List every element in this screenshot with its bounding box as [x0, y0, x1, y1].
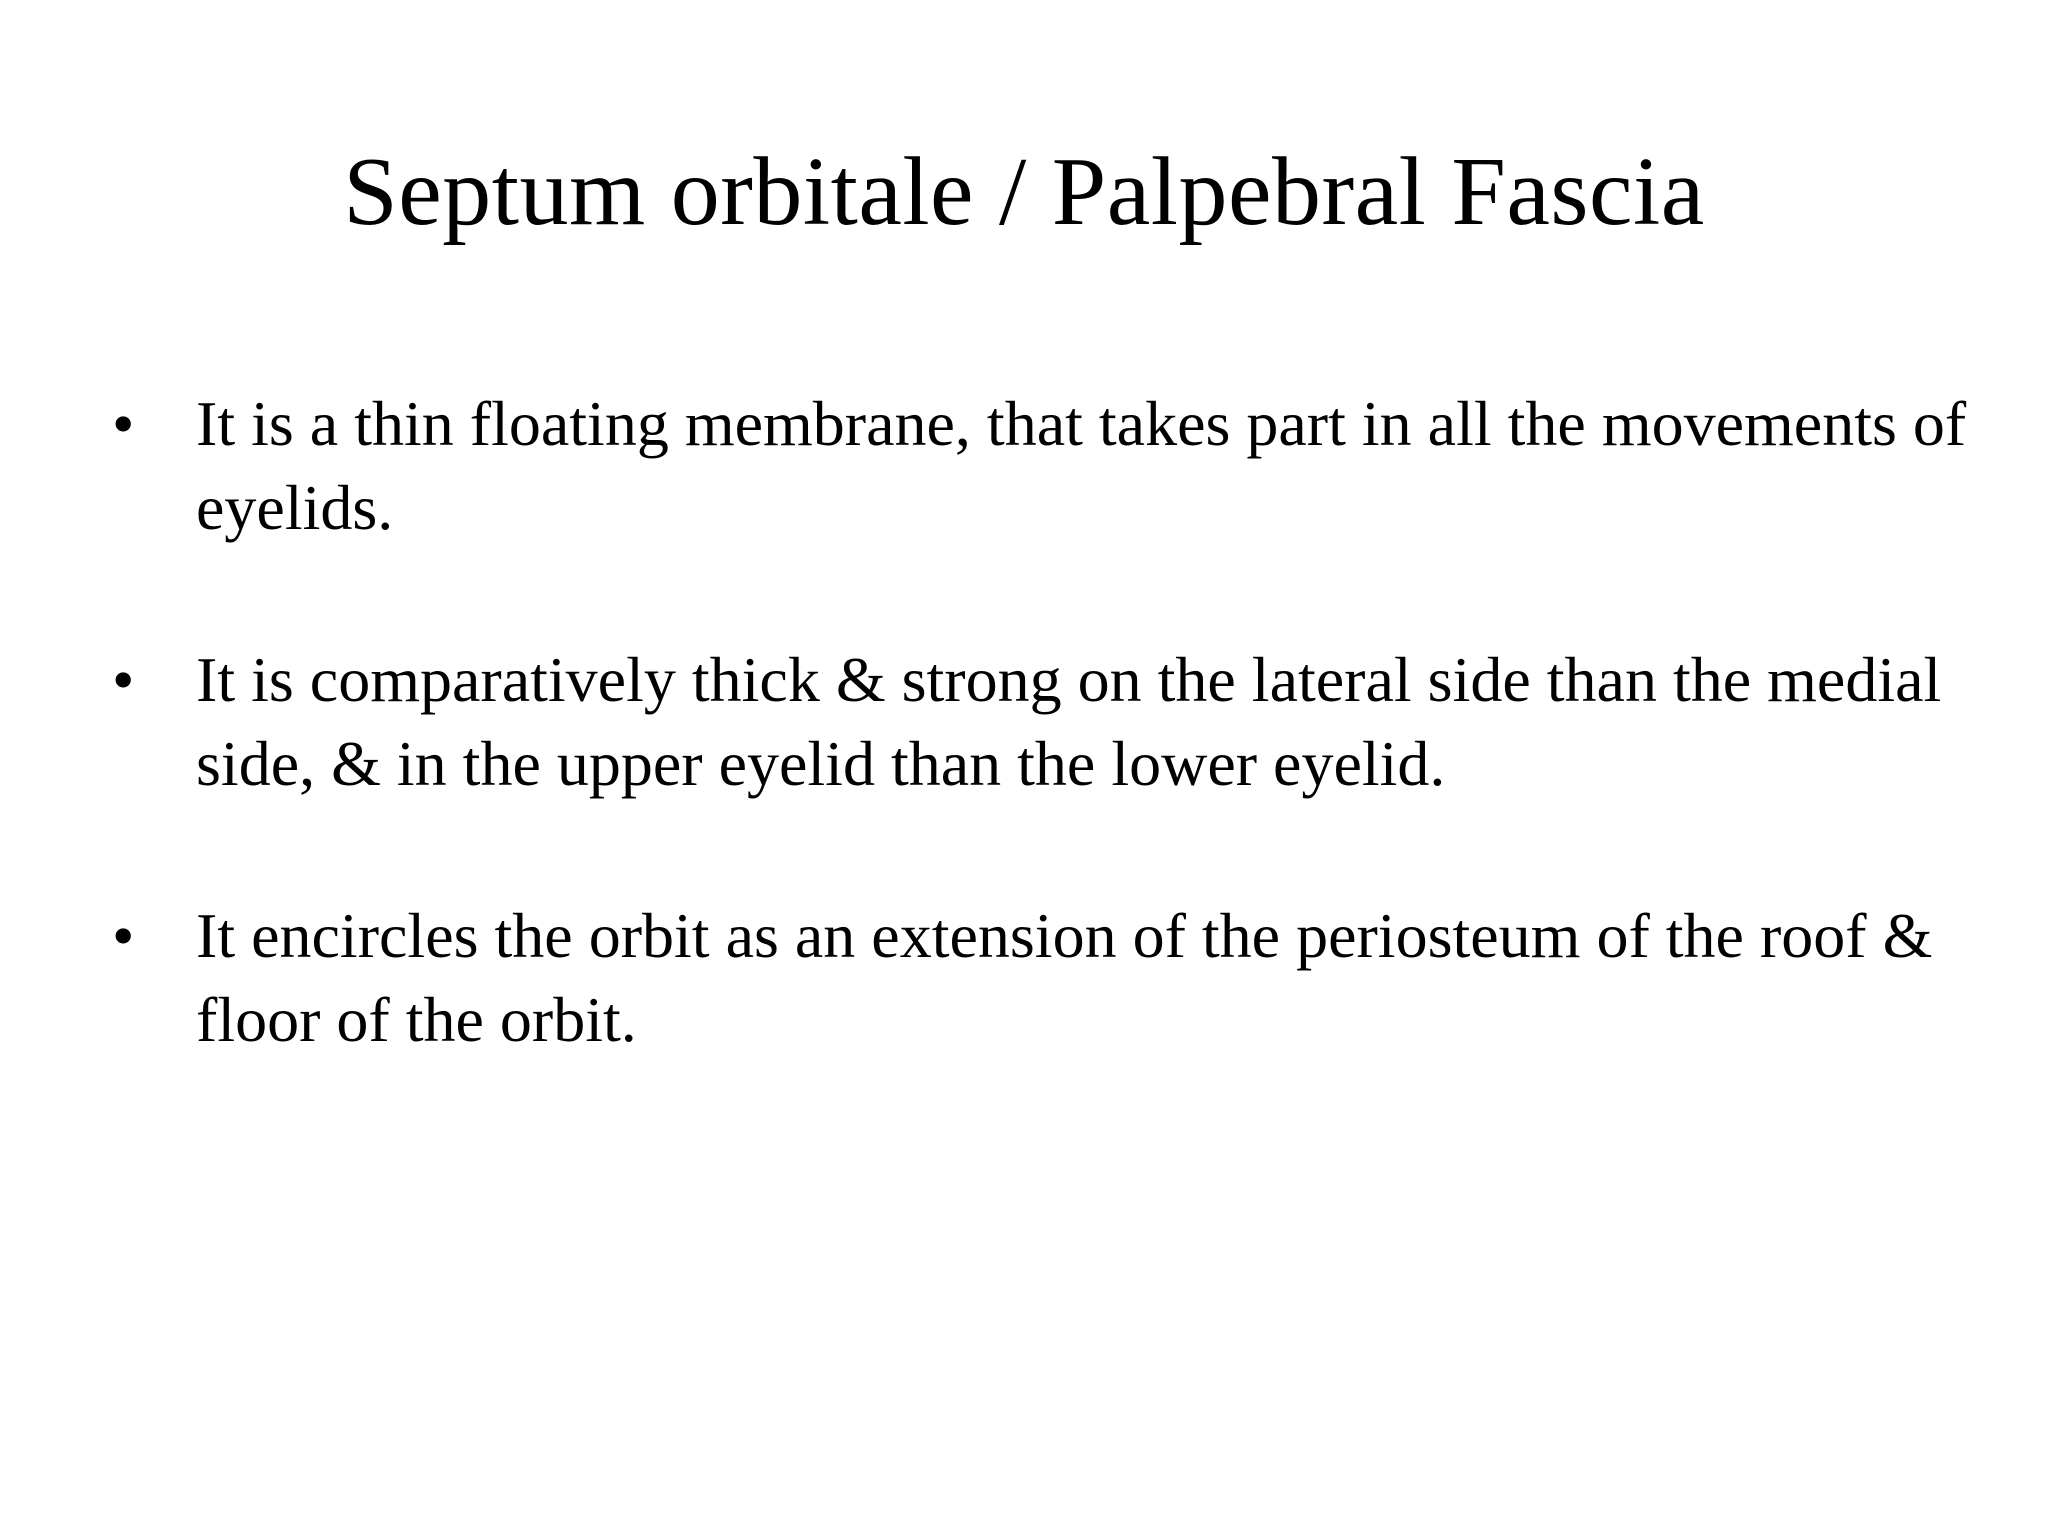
- bullet-item: [112, 382, 1972, 550]
- bullet-marker-icon: •: [112, 644, 135, 715]
- bullet-text: It is comparatively thick & strong on the lateral side than the medial side, & in the upper eyelid than the lower eyelid.: [196, 644, 1942, 799]
- bullet-marker-icon: •: [112, 900, 135, 971]
- bullet-text: It is a thin floating membrane, that takes part in all the movements of eyelids.: [196, 388, 1967, 543]
- bullet-item: [112, 894, 1972, 1062]
- bullet-list: [112, 382, 1972, 1150]
- bullet-marker-icon: •: [112, 388, 135, 459]
- bullet-text: It encircles the orbit as an extension of the periosteum of the roof & floor of the orbit.: [196, 900, 1933, 1055]
- slide-title: Septum orbitale / Palpebral Fascia: [343, 138, 1705, 246]
- bullet-item: [112, 638, 1972, 806]
